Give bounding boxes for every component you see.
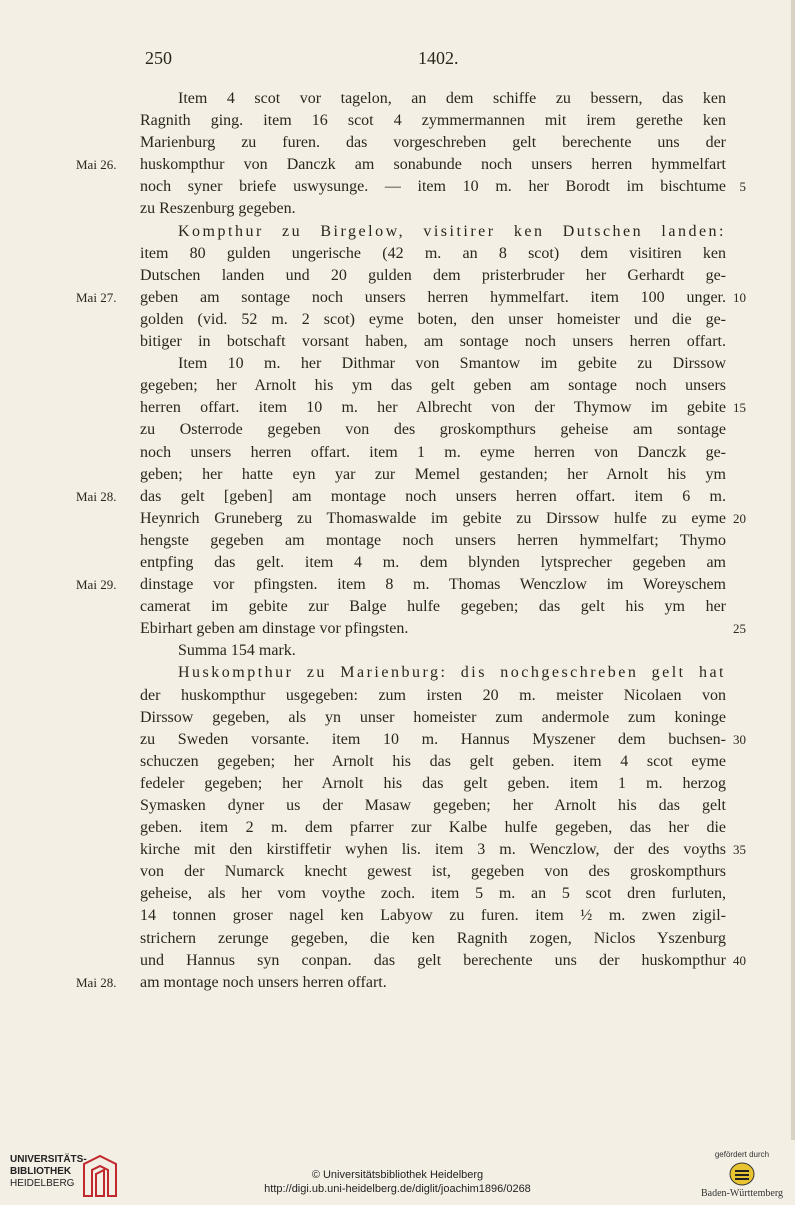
text-line bbox=[140, 530, 726, 552]
line-text: strichern zerunge gegeben, die ken Ragnith zogen, Niclos Yszenburg bbox=[140, 929, 726, 947]
line-text: geheise, als her vom voythe zoch. item 5 m. an 5 scot dren furluten, bbox=[140, 885, 726, 903]
line-text: Dutschen landen und 20 gulden dem pristerbruder her Gerhardt ge- bbox=[140, 266, 726, 284]
text-line bbox=[140, 353, 726, 375]
margin-date: Mai 29. bbox=[76, 577, 117, 593]
line-text: bitiger in botschaft vorsant haben, am sontage noch unsers herren offart. bbox=[140, 333, 726, 351]
page-edge bbox=[791, 0, 795, 1140]
line-number: 30 bbox=[733, 731, 746, 747]
line-number: 15 bbox=[733, 400, 746, 416]
line-text: golden (vid. 52 m. 2 scot) eyme boten, den unser homeister und die ge- bbox=[140, 310, 726, 328]
text-line bbox=[140, 375, 726, 397]
text-line bbox=[140, 751, 726, 773]
line-text: kirche mit den kirstiffetir wyhen lis. item 3 m. Wenczlow, der des voyths bbox=[140, 841, 726, 859]
line-text: noch unsers herren offart. item 1 m. eyme herren von Danczk ge- bbox=[140, 443, 726, 461]
margin-date: Mai 28. bbox=[76, 974, 117, 990]
text-line bbox=[140, 397, 746, 419]
footer-credits bbox=[0, 1168, 795, 1196]
line-number: 10 bbox=[733, 289, 746, 305]
line-text: von der Numarck knecht gewest ist, gegeben von des groskompthurs bbox=[140, 863, 726, 881]
text-line bbox=[140, 464, 726, 486]
line-text: herren offart. item 10 m. her Albrecht von der Thymow im gebite bbox=[140, 399, 726, 417]
page-number: 250 bbox=[145, 48, 172, 68]
text-line bbox=[140, 265, 726, 287]
text-line bbox=[140, 773, 726, 795]
document-body bbox=[76, 88, 746, 994]
line-text: zu Sweden vorsante. item 10 m. Hannus Myszener dem buchsen- bbox=[140, 730, 726, 748]
permalink-url[interactable]: http://digi.ub.uni-heidelberg.de/diglit/joachim1896/0268 bbox=[264, 1183, 531, 1195]
text-line bbox=[140, 198, 726, 220]
text-line bbox=[140, 839, 746, 861]
line-text: Heynrich Gruneberg zu Thomaswalde im gebite zu Dirssow hulfe zu eyme bbox=[140, 509, 726, 527]
line-text: dinstage vor pfingsten. item 8 m. Thomas Wenczlow im Woreyschem bbox=[140, 576, 726, 594]
line-text: camerat im gebite zur Balge hulfe gegeben; das gelt his ym her bbox=[140, 598, 726, 616]
text-line bbox=[140, 905, 726, 927]
text-line bbox=[140, 640, 726, 662]
text-line bbox=[140, 221, 726, 243]
library-name-line2: BIBLIOTHEK bbox=[10, 1166, 72, 1177]
margin-date: Mai 28. bbox=[76, 488, 117, 504]
library-name-line1: UNIVERSITÄTS- bbox=[10, 1154, 87, 1165]
line-text: Marienburg zu furen. das vorgeschreben gelt berechente uns der bbox=[140, 134, 726, 152]
line-number: 40 bbox=[733, 952, 746, 968]
line-text: 14 tonnen groser nagel ken Labyow zu furen. item ½ m. zwen zigil- bbox=[140, 907, 726, 925]
text-line bbox=[140, 88, 726, 110]
margin-date: Mai 26. bbox=[76, 157, 117, 173]
text-line bbox=[140, 685, 726, 707]
line-text: item 80 gulden ungerische (42 m. an 8 scot) dem visitiren ken bbox=[140, 244, 726, 262]
line-text: schuczen gegeben; her Arnolt his das gelt geben. item 4 scot eyme bbox=[140, 752, 726, 770]
text-line bbox=[140, 110, 726, 132]
line-text: Item 10 m. her Dithmar von Smantow im gebite zu Dirssow bbox=[178, 355, 726, 373]
text-line bbox=[76, 486, 726, 508]
line-text: gegeben; her Arnolt his ym das gelt geben am sontage noch unsers bbox=[140, 377, 726, 395]
text-line bbox=[140, 883, 726, 905]
line-text: das gelt [geben] am montage noch unsers herren offart. item 6 m. bbox=[140, 487, 726, 505]
text-line bbox=[76, 972, 726, 994]
line-text: geben am sontage noch unsers herren hymmelfart. item 100 unger. bbox=[140, 288, 726, 306]
page-header bbox=[0, 48, 795, 72]
text-line bbox=[140, 176, 746, 198]
text-line bbox=[140, 729, 746, 751]
text-line bbox=[140, 950, 746, 972]
sponsor-label: gefördert durch bbox=[714, 1150, 770, 1159]
text-line bbox=[140, 817, 726, 839]
text-line bbox=[140, 596, 726, 618]
line-text: entpfing das gelt. item 4 m. dem blynden lytsprecher gegeben am bbox=[140, 553, 726, 571]
line-text: Summa 154 mark. bbox=[178, 642, 296, 660]
text-line bbox=[140, 132, 726, 154]
text-line bbox=[140, 442, 726, 464]
line-text: der huskompthur usgegeben: zum irsten 20 m. meister Nicolaen von bbox=[140, 686, 726, 704]
state-crest-icon bbox=[729, 1162, 755, 1186]
line-text: Kompthur zu Birgelow, visitirer ken Dutschen landen: bbox=[178, 222, 726, 240]
text-line bbox=[140, 419, 726, 441]
text-line bbox=[140, 928, 726, 950]
line-number: 35 bbox=[733, 842, 746, 858]
running-head-year: 1402. bbox=[418, 48, 459, 68]
sponsor-block bbox=[697, 1150, 787, 1199]
line-text: fedeler gegeben; her Arnolt his das gelt geben. item 1 m. herzog bbox=[140, 774, 726, 792]
line-number: 5 bbox=[739, 179, 746, 195]
line-text: noch syner briefe uswysunge. — item 10 m. her Borodt im bischtume bbox=[140, 178, 726, 196]
line-text: hengste gegeben am montage noch unsers herren hymmelfart; Thymo bbox=[140, 531, 726, 549]
text-line bbox=[140, 707, 726, 729]
line-text: Item 4 scot vor tagelon, an dem schiffe zu bessern, das ken bbox=[178, 90, 726, 107]
text-line bbox=[140, 243, 726, 265]
line-text: geben; her hatte eyn yar zur Memel gestanden; her Arnolt his ym bbox=[140, 465, 726, 483]
text-line bbox=[76, 574, 726, 596]
line-text: Symasken dyner us der Masaw gegeben; her Arnolt his das gelt bbox=[140, 797, 726, 814]
line-text: Ebirhart geben am dinstage vor pfingsten. bbox=[140, 620, 409, 638]
text-line bbox=[76, 287, 746, 309]
line-text: zu Reszenburg gegeben. bbox=[140, 200, 296, 218]
text-line bbox=[140, 662, 726, 684]
line-text: huskompthur von Danczk am sonabunde noch unsers herren hymmelfart bbox=[140, 156, 726, 174]
line-text: Dirssow gegeben, als yn unser homeister zum andermole zum koninge bbox=[140, 708, 726, 726]
text-line bbox=[140, 795, 726, 817]
line-text: Huskompthur zu Marienburg: dis nochgeschreben gelt hat bbox=[178, 664, 726, 682]
text-line bbox=[76, 154, 726, 176]
text-line bbox=[140, 309, 726, 331]
line-number: 20 bbox=[733, 510, 746, 526]
copyright-text: © Universitätsbibliothek Heidelberg bbox=[311, 1169, 484, 1181]
text-line bbox=[140, 861, 726, 883]
line-number: 25 bbox=[733, 621, 746, 637]
margin-date: Mai 27. bbox=[76, 289, 117, 305]
sponsor-name: Baden-Württemberg bbox=[700, 1188, 783, 1199]
line-text: und Hannus syn conpan. das gelt berechente uns der huskompthur bbox=[140, 951, 726, 969]
text-line bbox=[140, 331, 726, 353]
text-line bbox=[140, 618, 746, 640]
line-text: geben. item 2 m. dem pfarrer zur Kalbe hulfe gegeben, das her die bbox=[140, 819, 726, 837]
text-line bbox=[140, 508, 746, 530]
line-text: Ragnith ging. item 16 scot 4 zymmermannen mit irem gerethe ken bbox=[140, 112, 726, 130]
library-name-line3: HEIDELBERG bbox=[10, 1178, 75, 1189]
text-line bbox=[140, 552, 726, 574]
line-text: am montage noch unsers herren offart. bbox=[140, 973, 387, 991]
line-text: zu Osterrode gegeben von des groskompthurs geheise am sontage bbox=[140, 421, 726, 439]
